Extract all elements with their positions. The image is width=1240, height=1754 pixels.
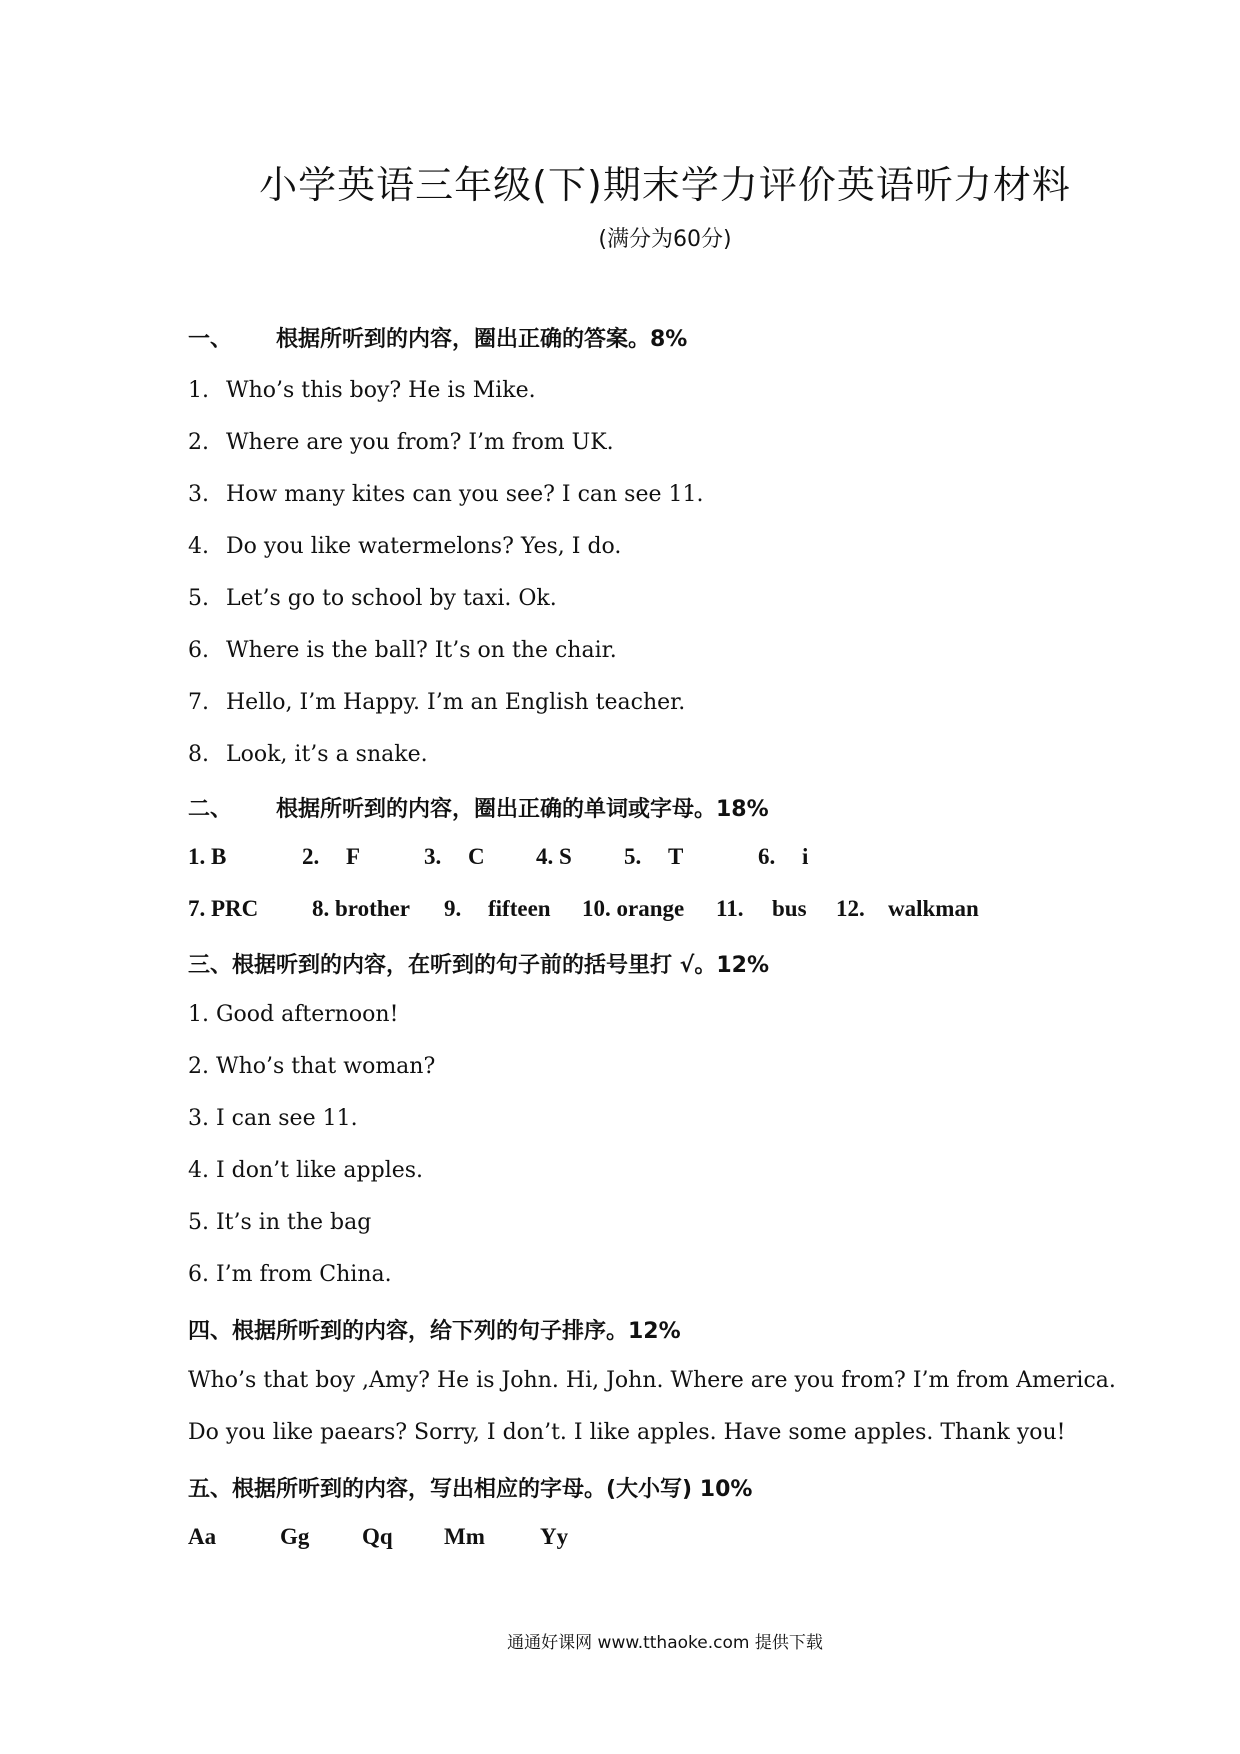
answer-item: 10. orange [582,896,685,921]
answer-item: 11. [716,896,744,921]
letter-pair: Aa [188,1524,217,1549]
list-item: 2. Who’s that woman? [188,1054,436,1079]
answer-item: 1. B [188,844,227,869]
dialogue-line: Who’s that boy ,Amy? He is John. Hi, John. Where are you from? I’m from America. [188,1368,1116,1393]
answer-item: 9. [444,896,462,921]
list-item: 4. I don’t like apples. [188,1158,424,1183]
letter-pair: Yy [540,1524,569,1549]
answer-item: C [468,844,485,869]
list-item: 5. Let’s go to school by taxi. Ok. [188,586,557,611]
section-number: 二、 [188,797,233,822]
list-item: 6. I’m from China. [188,1262,392,1287]
answer-item: 7. PRC [188,896,259,921]
list-item: 7. Hello, I’m Happy. I’m an English teacher. [188,690,686,715]
section-3-heading: 三、根据听到的内容，在听到的句子前的括号里打 √。12% [188,953,769,978]
page-subtitle: (满分为60分) [598,227,732,252]
section-2-heading [188,792,769,823]
answer-item: 2. [302,844,320,869]
list-item: 3. How many kites can you see? I can see 11. [188,482,704,507]
answer-item: 12. [836,896,865,921]
section-title: 根据所听到的内容，圈出正确的单词或字母。18% [276,797,769,822]
answer-item: i [802,844,809,869]
answer-item: 3. [424,844,442,869]
answer-item: T [668,844,684,869]
answer-item: 4. S [536,844,572,869]
answer-item: 8. brother [312,896,410,921]
list-item: 5. It’s in the bag [188,1210,372,1235]
answer-item: fifteen [488,896,551,921]
section-4-heading: 四、根据所听到的内容，给下列的句子排序。12% [188,1319,681,1344]
letter-pair: Gg [280,1524,310,1549]
list-item: 8. Look, it’s a snake. [188,742,428,767]
dialogue-line: Do you like paears? Sorry, I don’t. I like apples. Have some apples. Thank you! [188,1420,1066,1445]
letter-pair: Mm [444,1524,485,1549]
answer-item: 6. [758,844,776,869]
section-1-heading [188,322,687,353]
answer-item: F [346,844,361,869]
list-item: 6. Where is the ball? It’s on the chair. [188,638,617,663]
letter-pair: Qq [362,1524,393,1549]
section-title: 根据所听到的内容，圈出正确的答案。8% [276,327,688,352]
page-footer: 通通好课网 www.tthaoke.com 提供下载 [507,1633,823,1653]
list-item: 4. Do you like watermelons? Yes, I do. [188,534,622,559]
list-item: 2. Where are you from? I’m from UK. [188,430,614,455]
list-item: 1. Who’s this boy? He is Mike. [188,378,536,403]
section-5-heading: 五、根据所听到的内容，写出相应的字母。(大小写) 10% [188,1477,753,1502]
section-number: 一、 [188,327,233,352]
list-item: 3. I can see 11. [188,1106,358,1131]
answer-item: 5. [624,844,642,869]
page-title: 小学英语三年级(下)期末学力评价英语听力材料 [259,163,1071,207]
answer-item: bus [772,896,807,921]
list-item: 1. Good afternoon! [188,1002,399,1027]
answer-item: walkman [888,896,979,921]
